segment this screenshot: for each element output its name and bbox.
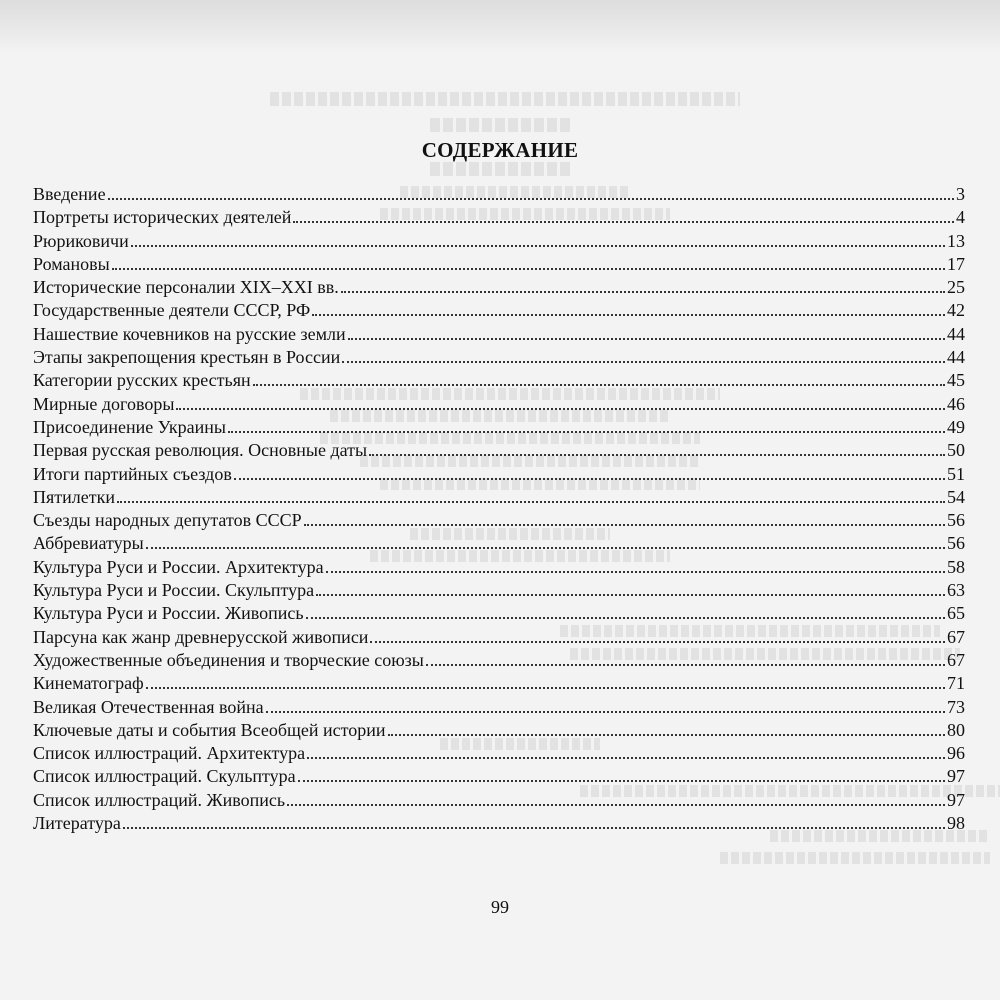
toc-entry-title: Присоединение Украины bbox=[33, 416, 227, 437]
toc-entry-page: 4 bbox=[956, 207, 965, 228]
toc-dot-leader bbox=[108, 197, 954, 200]
toc-entry-page: 63 bbox=[947, 580, 965, 601]
toc-entry-title: Пятилетки bbox=[33, 486, 115, 507]
toc-entry bbox=[33, 719, 965, 742]
toc-entry-title: Введение bbox=[33, 184, 106, 204]
toc-entry-title: Первая русская революция. Основные даты bbox=[33, 440, 368, 461]
toc-dot-leader bbox=[253, 383, 945, 386]
toc-entry-page: 54 bbox=[947, 486, 965, 507]
toc-entry-title: Культура Руси и России. Живопись bbox=[33, 603, 304, 624]
toc-entry-page: 67 bbox=[947, 649, 965, 670]
toc-entry-page: 67 bbox=[947, 626, 965, 647]
toc-entry-page: 45 bbox=[947, 370, 965, 391]
toc-entry bbox=[33, 393, 965, 416]
toc-dot-leader bbox=[306, 616, 945, 619]
toc-entry bbox=[33, 183, 965, 206]
toc-entry-page: 49 bbox=[947, 416, 965, 437]
toc-entry bbox=[33, 532, 965, 555]
toc-entry bbox=[33, 323, 965, 346]
toc-entry bbox=[33, 626, 965, 649]
toc-dot-leader bbox=[342, 360, 945, 363]
toc-entry bbox=[33, 230, 965, 253]
toc-dot-leader bbox=[341, 290, 945, 293]
toc-entry-title: Нашествие кочевников на русские земли bbox=[33, 323, 346, 344]
toc-dot-leader bbox=[287, 803, 945, 806]
toc-dot-leader bbox=[298, 779, 945, 782]
toc-entry-title: Государственные деятели СССР, РФ bbox=[33, 300, 311, 321]
toc-entry-title: Список иллюстраций. Живопись bbox=[33, 789, 286, 810]
toc-entry bbox=[33, 486, 965, 509]
page-number: 99 bbox=[491, 897, 509, 917]
toc-entry bbox=[33, 742, 965, 765]
toc-dot-leader bbox=[228, 430, 945, 433]
toc-dot-leader bbox=[176, 407, 945, 410]
toc-entry-title: Художественные объединения и творческие союзы bbox=[33, 649, 424, 670]
toc-entry bbox=[33, 463, 965, 486]
toc-entry-page: 46 bbox=[947, 393, 965, 414]
toc-entry-title: Категории русских крестьян bbox=[33, 370, 251, 391]
toc-entry-page: 97 bbox=[947, 789, 965, 810]
toc-entry bbox=[33, 509, 965, 532]
toc-entry-page: 97 bbox=[947, 766, 965, 787]
toc-dot-leader bbox=[326, 570, 945, 573]
toc-dot-leader bbox=[388, 733, 945, 736]
toc-entry-page: 42 bbox=[947, 300, 965, 321]
toc-entry-title: Культура Руси и России. Архитектура bbox=[33, 556, 324, 577]
toc-entry-title: Портреты исторических деятелей bbox=[33, 207, 292, 228]
toc-dot-leader bbox=[316, 593, 945, 596]
toc-entry-title: Кинематограф bbox=[33, 673, 144, 694]
toc-entry-title: Ключевые даты и события Всеобщей истории bbox=[33, 719, 386, 740]
toc-entry-title: Рюриковичи bbox=[33, 230, 129, 251]
toc-dot-leader bbox=[146, 686, 945, 689]
toc-entry-page: 71 bbox=[947, 673, 965, 694]
toc-entry-page: 65 bbox=[947, 603, 965, 624]
toc-entry bbox=[33, 789, 965, 812]
toc-entry-page: 25 bbox=[947, 277, 965, 298]
toc-entry bbox=[33, 253, 965, 276]
toc-entry-title: Список иллюстраций. Архитектура bbox=[33, 743, 306, 764]
toc-dot-leader bbox=[123, 826, 945, 829]
toc-dot-leader bbox=[146, 546, 945, 549]
toc-entry-title: Романовы bbox=[33, 253, 110, 274]
scan-shadow bbox=[0, 0, 1000, 54]
toc-entry bbox=[33, 765, 965, 788]
toc-entry bbox=[33, 416, 965, 439]
toc-entry-title: Итоги партийных съездов bbox=[33, 463, 232, 484]
toc-dot-leader bbox=[307, 756, 945, 759]
toc-entry-page: 44 bbox=[947, 323, 965, 344]
table-of-contents bbox=[33, 183, 965, 835]
toc-dot-leader bbox=[293, 220, 954, 223]
toc-entry-page: 56 bbox=[947, 510, 965, 531]
toc-dot-leader bbox=[370, 640, 945, 643]
toc-dot-leader bbox=[369, 453, 945, 456]
toc-entry bbox=[33, 649, 965, 672]
toc-entry-page: 56 bbox=[947, 533, 965, 554]
toc-entry-page: 51 bbox=[947, 463, 965, 484]
toc-entry bbox=[33, 579, 965, 602]
toc-entry-title: Культура Руси и России. Скульптура bbox=[33, 580, 315, 601]
toc-dot-leader bbox=[117, 500, 945, 503]
toc-entry-page: 73 bbox=[947, 696, 965, 717]
toc-entry bbox=[33, 602, 965, 625]
toc-dot-leader bbox=[426, 663, 945, 666]
toc-dot-leader bbox=[131, 244, 945, 247]
toc-entry-title: Этапы закрепощения крестьян в России bbox=[33, 347, 341, 368]
toc-entry bbox=[33, 556, 965, 579]
toc-entry-page: 96 bbox=[947, 743, 965, 764]
toc-entry bbox=[33, 696, 965, 719]
toc-dot-leader bbox=[266, 710, 945, 713]
page-title: СОДЕРЖАНИЕ bbox=[421, 138, 579, 162]
toc-entry-page: 44 bbox=[947, 347, 965, 368]
toc-entry-page: 98 bbox=[947, 813, 965, 834]
toc-entry-page: 17 bbox=[947, 253, 965, 274]
toc-entry-title: Аббревиатуры bbox=[33, 533, 144, 554]
toc-dot-leader bbox=[304, 523, 945, 526]
toc-entry-title: Съезды народных депутатов СССР bbox=[33, 510, 302, 531]
toc-entry-title: Парсуна как жанр древнерусской живописи bbox=[33, 626, 369, 647]
toc-dot-leader bbox=[234, 477, 945, 480]
toc-entry-page: 80 bbox=[947, 719, 965, 740]
toc-dot-leader bbox=[348, 337, 945, 340]
toc-entry bbox=[33, 206, 965, 229]
toc-entry bbox=[33, 369, 965, 392]
toc-dot-leader bbox=[312, 313, 945, 316]
toc-entry bbox=[33, 672, 965, 695]
toc-entry-title: Список иллюстраций. Скульптура bbox=[33, 766, 296, 787]
toc-entry-page: 58 bbox=[947, 556, 965, 577]
toc-entry-page: 50 bbox=[947, 440, 965, 461]
toc-entry bbox=[33, 812, 965, 835]
toc-entry-title: Литература bbox=[33, 813, 121, 834]
toc-entry-title: Мирные договоры bbox=[33, 393, 175, 414]
toc-entry-page: 3 bbox=[956, 184, 965, 204]
toc-entry bbox=[33, 439, 965, 462]
toc-entry bbox=[33, 276, 965, 299]
toc-entry-page: 13 bbox=[947, 230, 965, 251]
toc-dot-leader bbox=[112, 267, 945, 270]
toc-entry bbox=[33, 299, 965, 322]
toc-entry-title: Исторические персоналии XIX–XXI вв. bbox=[33, 277, 339, 298]
toc-entry bbox=[33, 346, 965, 369]
toc-entry-title: Великая Отечественная война bbox=[33, 696, 264, 717]
